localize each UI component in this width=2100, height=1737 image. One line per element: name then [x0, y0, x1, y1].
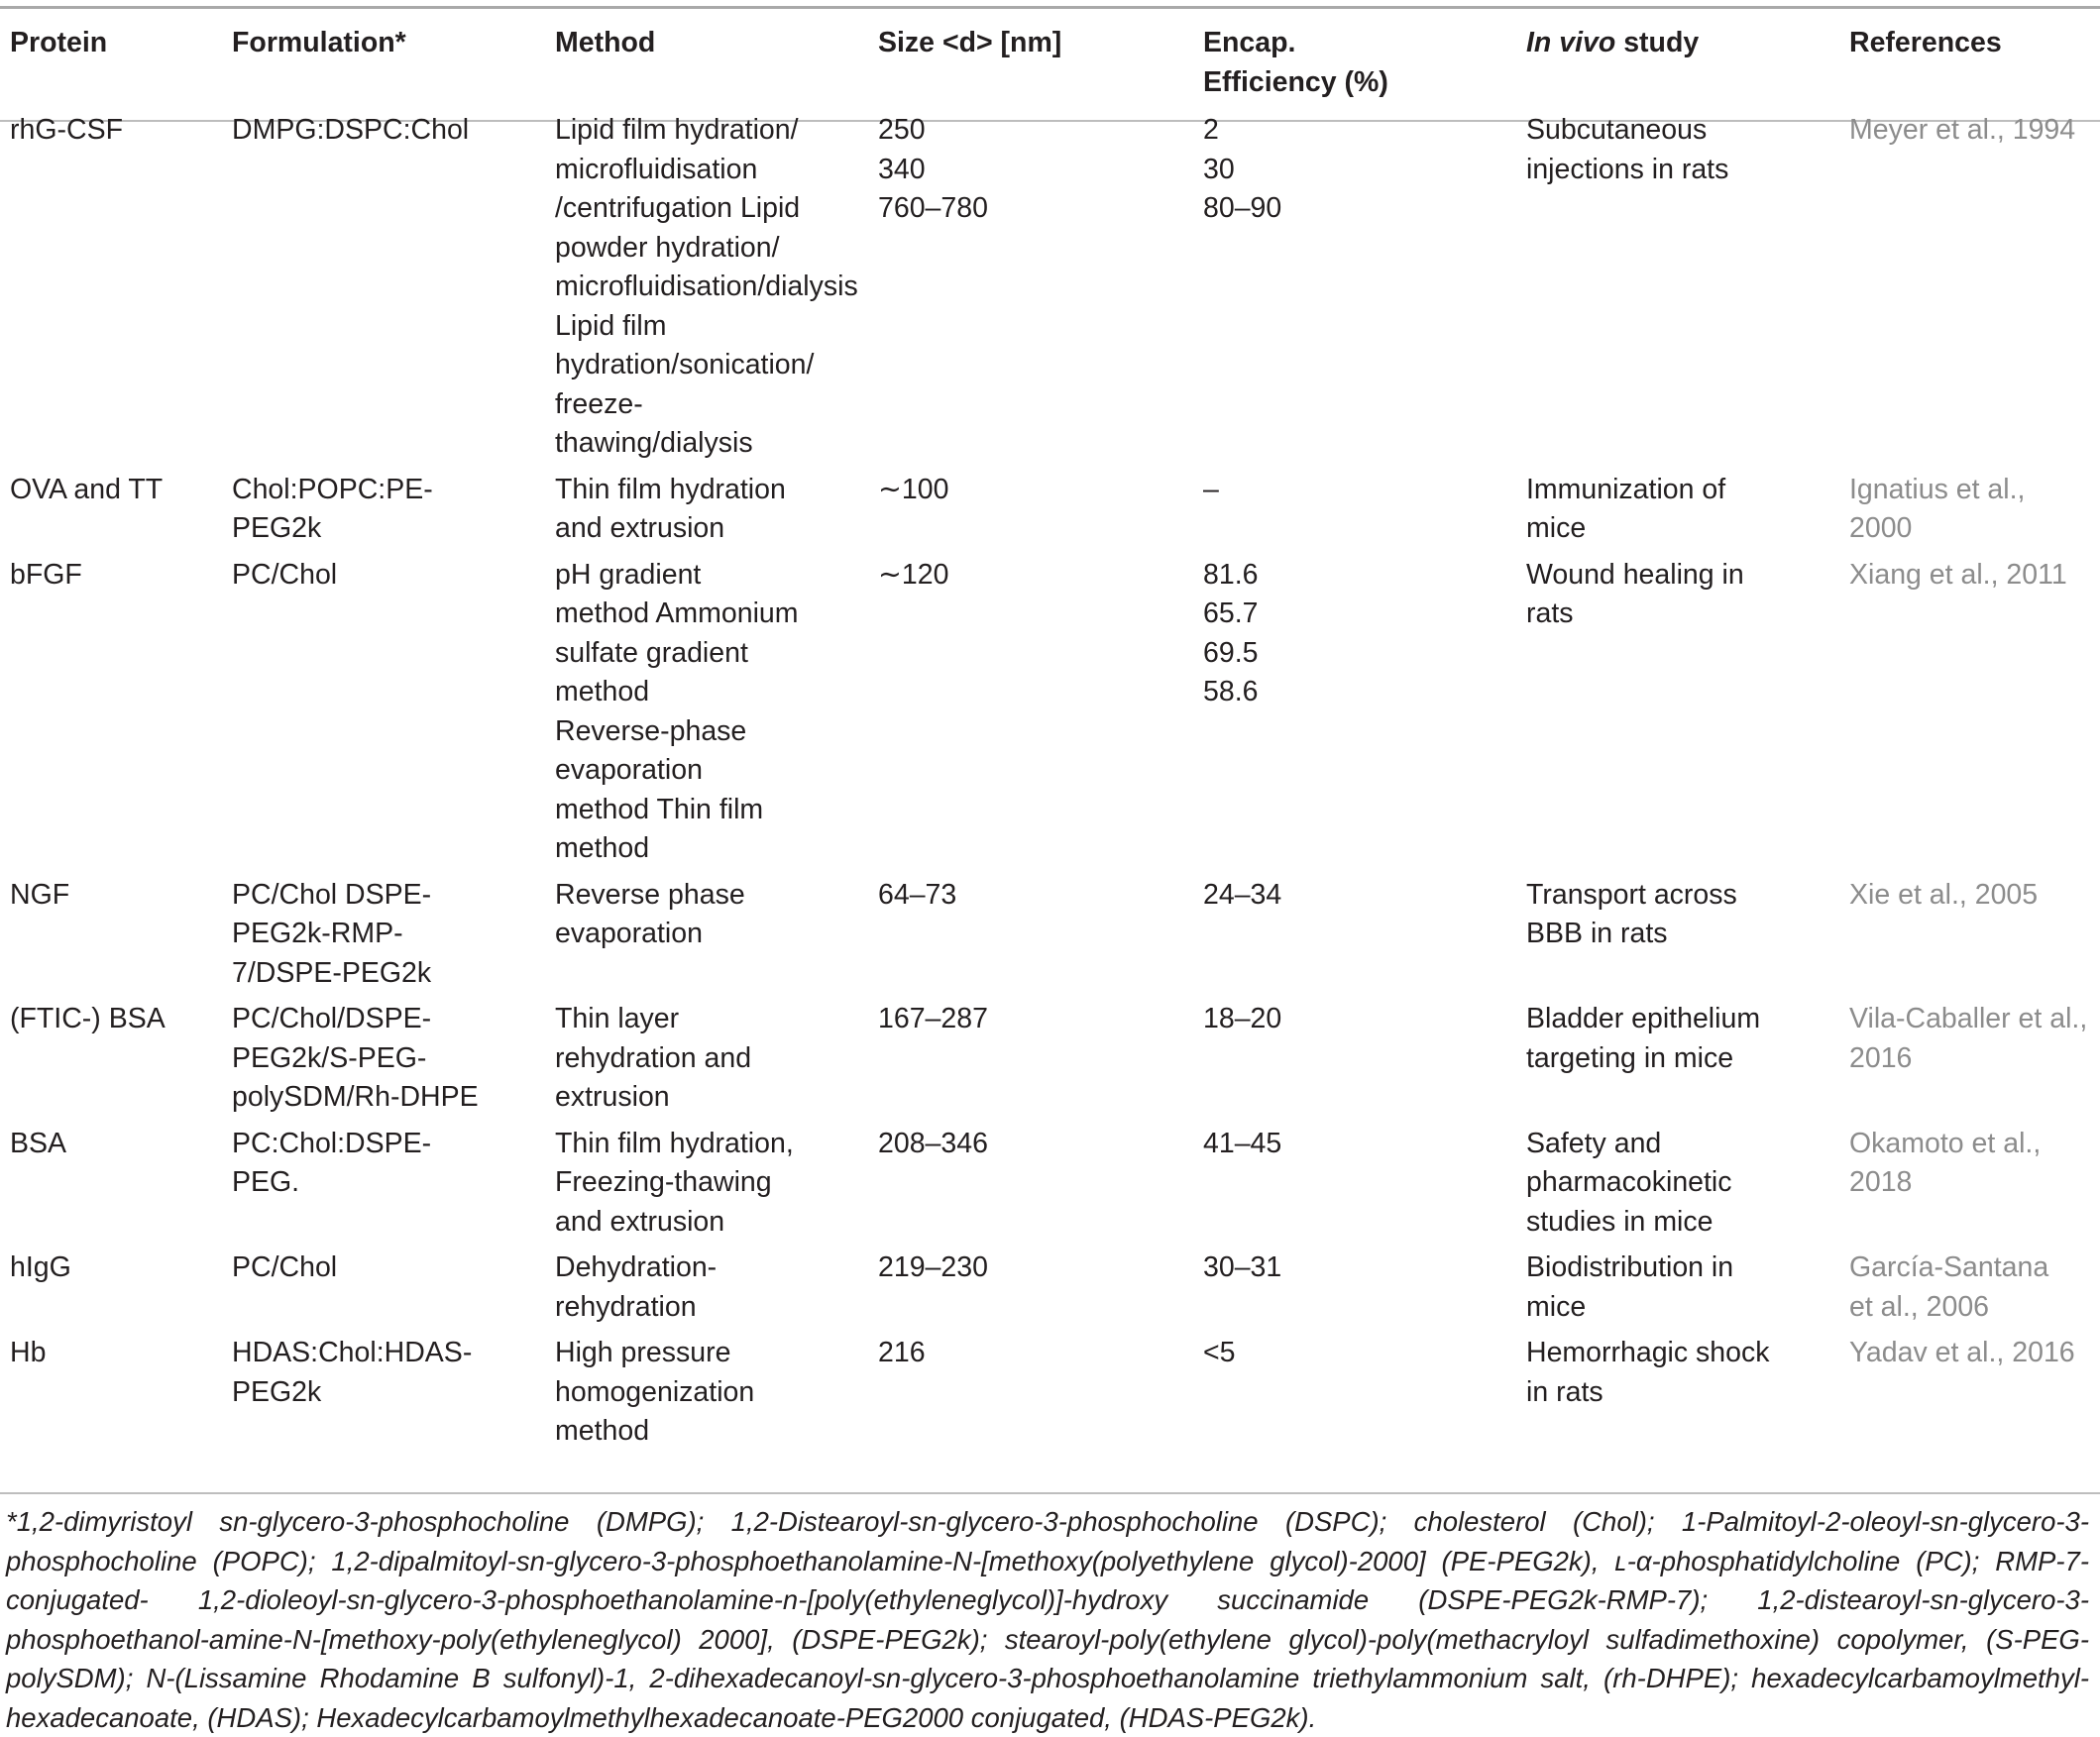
table-bottom-rule: [0, 1492, 2100, 1494]
cell-reference: Meyer et al., 1994: [1849, 114, 2076, 146]
cell-in-vivo-study: Transport across BBB in rats: [1526, 878, 1737, 949]
protein-liposome-table: [0, 8, 2100, 1452]
cell-protein: (FTIC-) BSA: [10, 1003, 166, 1034]
cell-size: 250 340 760–780: [878, 114, 988, 224]
header-encap-efficiency: Encap. Efficiency (%): [1203, 27, 1388, 98]
cell-method: Dehydration- rehydration: [555, 1251, 718, 1323]
cell-formulation: PC/Chol/DSPE- PEG2k/S-PEG- polySDM/Rh-DHPE: [232, 1003, 479, 1113]
cell-size: 216: [878, 1337, 926, 1368]
cell-encap-efficiency: 18–20: [1203, 1003, 1282, 1034]
cell-formulation: Chol:POPC:PE- PEG2k: [232, 473, 433, 544]
table-body: [0, 104, 2100, 1452]
cell-method: pH gradient method Ammonium sulfate gradient method Reverse-phase evaporation method Thin film method: [555, 558, 799, 864]
cell-formulation: DMPG:DSPC:Chol: [232, 114, 470, 146]
table-row: [0, 993, 2100, 1118]
table-row: [0, 549, 2100, 869]
cell-method: High pressure homogenization method: [555, 1337, 755, 1447]
cell-encap-efficiency: 2 30 80–90: [1203, 114, 1282, 224]
cell-protein: hIgG: [10, 1251, 71, 1283]
cell-reference: Yadav et al., 2016: [1849, 1337, 2075, 1368]
cell-size: 208–346: [878, 1127, 988, 1159]
cell-in-vivo-study: Immunization of mice: [1526, 473, 1726, 544]
header-size: Size <d> [nm]: [878, 27, 1062, 58]
cell-in-vivo-study: Safety and pharmacokinetic studies in mice: [1526, 1127, 1732, 1238]
cell-encap-efficiency: 24–34: [1203, 878, 1282, 911]
cell-encap-efficiency: <5: [1203, 1337, 1236, 1368]
cell-reference: Okamoto et al., 2018: [1849, 1127, 2042, 1198]
cell-size: 64–73: [878, 878, 957, 911]
cell-protein: bFGF: [10, 558, 82, 591]
cell-in-vivo-study: Hemorrhagic shock in rats: [1526, 1337, 1770, 1408]
cell-formulation: PC/Chol: [232, 1251, 338, 1283]
cell-method: Thin layer rehydration and extrusion: [555, 1003, 752, 1113]
cell-size: ∼120: [878, 558, 949, 591]
table-header-row: [0, 8, 2100, 104]
table-row: [0, 869, 2100, 994]
table-row: [0, 1327, 2100, 1452]
cell-in-vivo-study: Bladder epithelium targeting in mice: [1526, 1003, 1761, 1074]
cell-size: ∼100: [878, 473, 949, 505]
cell-formulation: PC:Chol:DSPE- PEG.: [232, 1127, 432, 1198]
cell-reference: Ignatius et al., 2000: [1849, 473, 2026, 544]
cell-in-vivo-study: Biodistribution in mice: [1526, 1251, 1734, 1323]
cell-encap-efficiency: –: [1203, 473, 1219, 505]
header-formulation: Formulation*: [232, 27, 406, 58]
header-in-vivo-study: In vivo study: [1526, 27, 1700, 58]
cell-reference: Xie et al., 2005: [1849, 878, 2039, 911]
cell-encap-efficiency: 30–31: [1203, 1251, 1282, 1283]
cell-method: Thin film hydration, Freezing-thawing and extrusion: [555, 1127, 794, 1238]
cell-size: 219–230: [878, 1251, 988, 1283]
cell-formulation: HDAS:Chol:HDAS- PEG2k: [232, 1337, 473, 1408]
cell-method: Thin film hydration and extrusion: [555, 473, 786, 544]
cell-reference: García-Santana et al., 2006: [1849, 1251, 2049, 1323]
cell-formulation: PC/Chol DSPE- PEG2k-RMP- 7/DSPE-PEG2k: [232, 878, 432, 989]
cell-protein: OVA and TT: [10, 473, 164, 505]
table-footnote: *1,2-dimyristoyl sn-glycero-3-phosphocholine (DMPG); 1,2-Distearoyl-sn-glycero-3-phosphocholine (DSPC); cholesterol (Chol); 1-Palmitoyl-2-oleoyl-sn-glycero-3-phosphocholine (POPC); 1,2-dipalmitoyl-sn-glycero-3-phosphoethanolamine-N-[methoxy(polyethylene glycol)-2000] (PE-PEG2k), ʟ-α-phosphatidylcholine (PC); RMP-7-conjugated- 1,2-dioleoyl-sn-glycero-3-phosphoethanolamine-n-[poly(ethyleneglycol)]-hydroxy succinamide (DSPE-PEG2k-RMP-7); 1,2-distearoyl-sn-glycero-3-phosphoethanol-amine-N-[methoxy-poly(ethyleneglycol) 2000], (DSPE-PEG2k); stearoyl-poly(ethylene glycol)-poly(methacryloyl sulfadimethoxine) copolymer, (S-PEG-polySDM); N-(Lissamine Rhodamine B sulfonyl)-1, 2-dihexadecanoyl-sn-glycero-3-phosphoethanolamine triethylammonium salt, (rh-DHPE); hexadecylcarbamoylmethyl-hexadecanoate, (HDAS); Hexadecylcarbamoylmethylhexadecanoate-PEG2000 conjugated, (HDAS-PEG2k).: [6, 1506, 2089, 1733]
cell-encap-efficiency: 81.6 65.7 69.5 58.6: [1203, 558, 1259, 707]
header-method: Method: [555, 27, 656, 58]
table-row: [0, 1242, 2100, 1327]
header-protein: Protein: [10, 27, 108, 58]
cell-in-vivo-study: Subcutaneous injections in rats: [1526, 114, 1729, 185]
header-references: References: [1849, 27, 2002, 58]
cell-in-vivo-study: Wound healing in rats: [1526, 558, 1744, 629]
cell-encap-efficiency: 41–45: [1203, 1127, 1282, 1159]
table-row: [0, 464, 2100, 549]
cell-reference: Xiang et al., 2011: [1849, 558, 2067, 591]
cell-formulation: PC/Chol: [232, 558, 338, 591]
cell-protein: NGF: [10, 878, 70, 911]
cell-protein: rhG-CSF: [10, 114, 123, 146]
cell-method: Reverse phase evaporation: [555, 878, 745, 949]
table-row: [0, 104, 2100, 464]
cell-protein: BSA: [10, 1127, 67, 1159]
cell-method: Lipid film hydration/ microfluidisation /centrifugation Lipid powder hydration/ microfluidisation/dialysis Lipid film hydration/sonication/ freeze- thawing/dialysis: [555, 114, 858, 459]
table-row: [0, 1118, 2100, 1243]
cell-reference: Vila-Caballer et al., 2016: [1849, 1003, 2088, 1074]
cell-size: 167–287: [878, 1003, 988, 1034]
cell-protein: Hb: [10, 1337, 47, 1368]
